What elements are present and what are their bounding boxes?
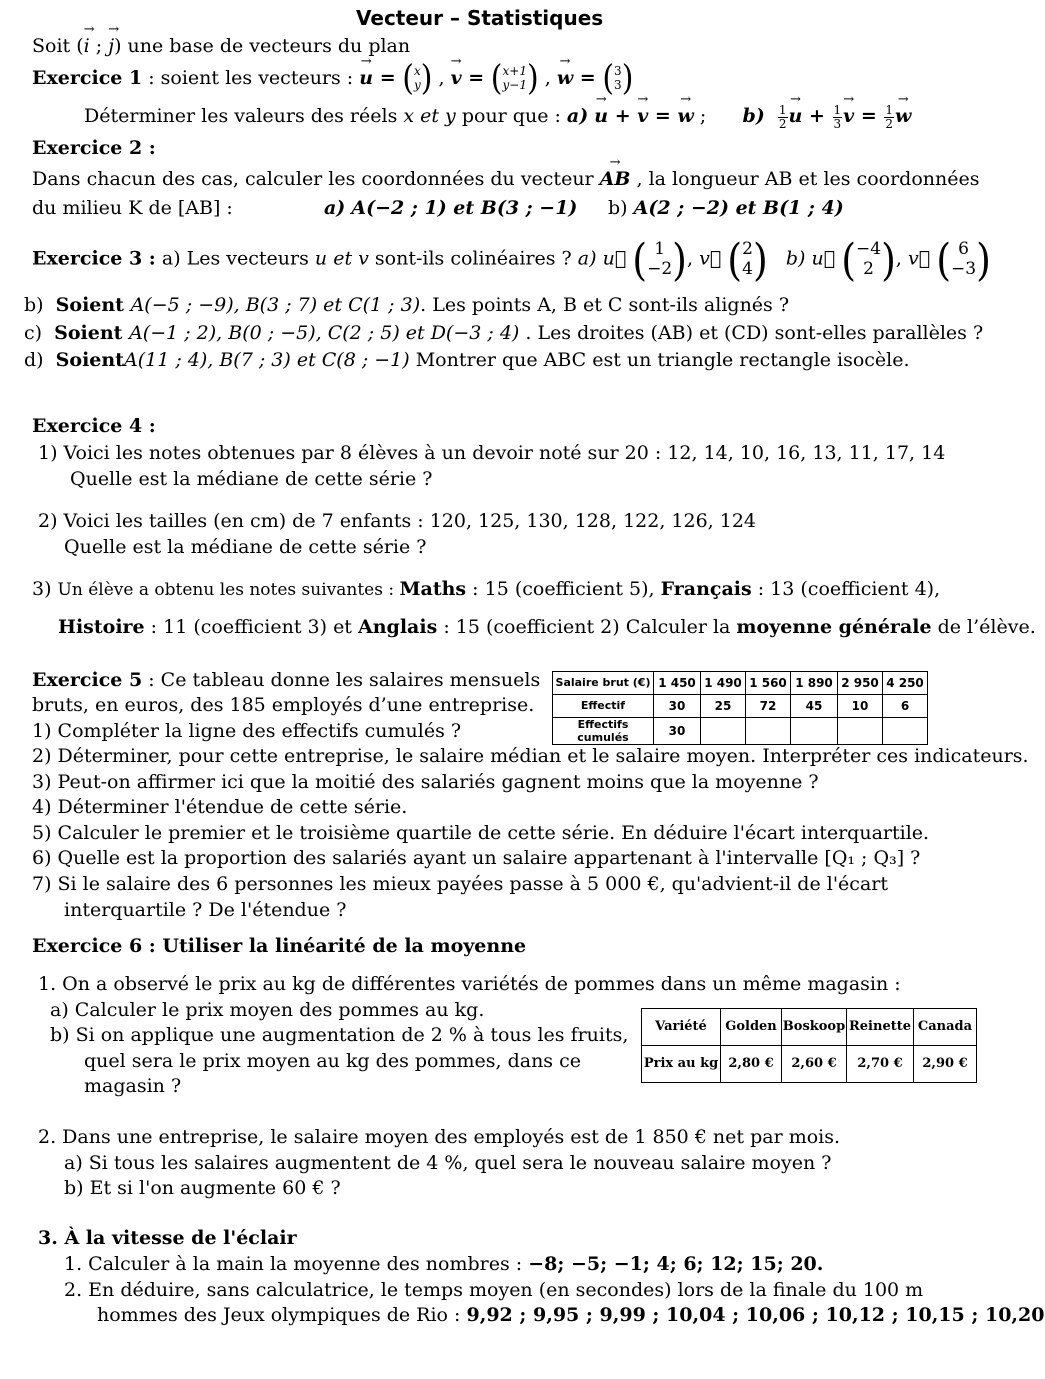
table-row xyxy=(553,695,928,718)
table-cell: 1 450 xyxy=(654,672,701,695)
table-cell: 10 xyxy=(838,695,883,718)
table-cell: 1 560 xyxy=(746,672,791,695)
apple-price-table xyxy=(641,1008,977,1083)
table-cell: 1 890 xyxy=(791,672,838,695)
table-header: Prix au kg xyxy=(642,1046,721,1083)
table-row xyxy=(553,718,928,745)
ex4-label: Exercice 4 : xyxy=(32,415,156,437)
table-cell: 2,80 € xyxy=(721,1046,782,1083)
ex6-p3-2a: 2. En déduire, sans calculatrice, le temps moyen (en secondes) lors de la finale du 100 m xyxy=(64,1279,924,1301)
ex4-q1: 1) Voici les notes obtenues par 8 élèves à un devoir noté sur 20 : 12, 14, 10, 16, 13, 11, 17, 14 xyxy=(38,442,946,464)
ex6-p2a: a) Si tous les salaires augmentent de 4 %, quel sera le nouveau salaire moyen ? xyxy=(64,1152,832,1174)
ex3-line-b: b) Soient A(−5 ; −9), B(3 ; 7) et C(1 ; 3). Les points A, B et C sont-ils alignés ? xyxy=(24,294,790,316)
ex5-item-6: 6) Quelle est la proportion des salariés ayant un salaire appartenant à l'intervalle [Q₁ ; Q₃] ? xyxy=(32,847,921,869)
table-cell: 2,90 € xyxy=(914,1046,977,1083)
ex1-label: Exercice 1 xyxy=(32,67,143,89)
table-cell xyxy=(791,718,838,745)
ex5-item-4: 4) Déterminer l'étendue de cette série. xyxy=(32,796,408,818)
ex4-q2b: Quelle est la médiane de cette série ? xyxy=(64,536,427,558)
table-cell: Canada xyxy=(914,1009,977,1046)
ex5-intro1: Exercice 5 : Ce tableau donne les salaires mensuels xyxy=(32,669,541,691)
table-cell: 6 xyxy=(883,695,928,718)
ex5-item-7b: interquartile ? De l'étendue ? xyxy=(64,899,347,921)
ex5-item-7: 7) Si le salaire des 6 personnes les mieux payées passe à 5 000 €, qu'advient-il de l'écart xyxy=(32,873,888,895)
page-title: Vecteur – Statistiques xyxy=(356,6,604,30)
ex6-p1a: a) Calculer le prix moyen des pommes au kg. xyxy=(50,999,485,1021)
table-cell xyxy=(838,718,883,745)
ex5-item-3: 3) Peut-on affirmer ici que la moitié des salariés gagnent moins que la moyenne ? xyxy=(32,771,819,793)
ex4-q3-line1: 3) Un élève a obtenu les notes suivantes : Maths : 15 (coefficient 5), Français : 13 (coefficient 4), xyxy=(32,578,941,600)
ex1-question: Déterminer les valeurs des réels x et y pour que : a) → u + → v = → w ; b) $\frac{1}{2}$ → u + $\frac{1}{3}$ → v = $\frac{1}{2}$ → w xyxy=(84,104,911,130)
table-cell: 2,70 € xyxy=(847,1046,914,1083)
ex3-line-c: c) Soient A(−1 ; 2), B(0 ; −5), C(2 ; 5) et D(−3 ; 4) . Les droites (AB) et (CD) sont-elles parallèles ? xyxy=(24,322,984,344)
ex6-p1b2: quel sera le prix moyen au kg des pommes, dans ce xyxy=(84,1050,581,1072)
ex2-label: Exercice 2 : xyxy=(32,137,156,159)
table-cell: 1 490 xyxy=(701,672,746,695)
intro-line: Soit (→ i ; → j) une base de vecteurs du plan xyxy=(32,35,410,58)
ex1-line: Exercice 1 : soient les vecteurs : → u = ( x y ) , → v = ( x+1 y−1 ) , → w = ( 3 3 ) xyxy=(32,64,633,94)
table-row xyxy=(642,1009,977,1046)
table-cell: Golden xyxy=(721,1009,782,1046)
ex4-q2: 2) Voici les tailles (en cm) de 7 enfants : 120, 125, 130, 128, 122, 126, 124 xyxy=(38,510,757,532)
table-cell: 30 xyxy=(654,695,701,718)
table-cell xyxy=(701,718,746,745)
table-cell xyxy=(883,718,928,745)
ex6-p3-1: 1. Calculer à la main la moyenne des nombres : −8; −5; −1; 4; 6; 12; 15; 20. xyxy=(64,1253,824,1275)
table-cell xyxy=(746,718,791,745)
ex3-line-d: d) SoientA(11 ; 4), B(7 ; 3) et C(8 ; −1) Montrer que ABC est un triangle rectangle isocèle. xyxy=(24,349,910,371)
table-row xyxy=(642,1046,977,1083)
salary-table xyxy=(552,671,928,745)
table-cell: Boskoop xyxy=(782,1009,847,1046)
table-cell: 25 xyxy=(701,695,746,718)
ex6-label: Exercice 6 : Utiliser la linéarité de la moyenne xyxy=(32,935,527,957)
table-cell: 4 250 xyxy=(883,672,928,695)
ex4-q3-line2: Histoire : 11 (coefficient 3) et Anglais : 15 (coefficient 2) Calculer la moyenne générale de l’élève. xyxy=(58,616,1036,638)
ex4-q1b: Quelle est la médiane de cette série ? xyxy=(70,468,433,490)
ex2-case-a: a) A(−2 ; 1) et B(3 ; −1) xyxy=(324,197,578,219)
ex5-intro2: bruts, en euros, des 185 employés d’une entreprise. xyxy=(32,694,535,716)
ex3-line-a: Exercice 3 : a) Les vecteurs u et v sont-ils colinéaires ? a) u⃗ ( 1 −2 ) , v⃗ ( 2 4 ) b) u⃗ ( −4 2 ) , v⃗ ( 6 −3 ) xyxy=(32,234,991,285)
ex6-p2: 2. Dans une entreprise, le salaire moyen des employés est de 1 850 € net par mois. xyxy=(38,1126,841,1148)
ex5-label: Exercice 5 xyxy=(32,669,143,691)
table-cell: 72 xyxy=(746,695,791,718)
ex2-case-b: b) A(2 ; −2) et B(1 ; 4) xyxy=(608,197,844,219)
ex3-label: Exercice 3 : xyxy=(32,247,156,270)
ex2-line1: Dans chacun des cas, calculer les coordonnées du vecteur → AB , la longueur AB et les coordonnées xyxy=(32,168,979,191)
ex5-item-5: 5) Calculer le premier et le troisième quartile de cette série. En déduire l'écart interquartile. xyxy=(32,822,930,844)
table-header: Salaire brut (€) xyxy=(553,672,654,695)
table-cell: 45 xyxy=(791,695,838,718)
table-cell: 2,60 € xyxy=(782,1046,847,1083)
table-cell: 30 xyxy=(654,718,701,745)
ex6-p1b: b) Si on applique une augmentation de 2 % à tous les fruits, xyxy=(50,1024,629,1046)
ex6-p3-2b: hommes des Jeux olympiques de Rio : 9,92 ; 9,95 ; 9,99 ; 10,04 ; 10,06 ; 10,12 ; 10,15 ; 10,20 xyxy=(97,1304,1045,1326)
ex5-item-2: 2) Déterminer, pour cette entreprise, le salaire médian et le salaire moyen. Interpréter ces indicateurs. xyxy=(32,745,1029,767)
ex6-p1: 1. On a observé le prix au kg de différentes variétés de pommes dans un même magasin : xyxy=(38,973,901,995)
table-cell: Reinette xyxy=(847,1009,914,1046)
table-header: Variété xyxy=(642,1009,721,1046)
table-header: Effectif xyxy=(553,695,654,718)
ex5-item-1: 1) Compléter la ligne des effectifs cumulés ? xyxy=(32,720,462,742)
ex2-line2: du milieu K de [AB] : xyxy=(32,197,233,219)
ex6-p1b3: magasin ? xyxy=(84,1075,182,1097)
ex6-p2b: b) Et si l'on augmente 60 € ? xyxy=(64,1177,341,1199)
table-header: Effectifs cumulés xyxy=(553,718,654,745)
ex6-p3: 3. À la vitesse de l'éclair xyxy=(38,1227,297,1249)
table-row xyxy=(553,672,928,695)
table-cell: 2 950 xyxy=(838,672,883,695)
